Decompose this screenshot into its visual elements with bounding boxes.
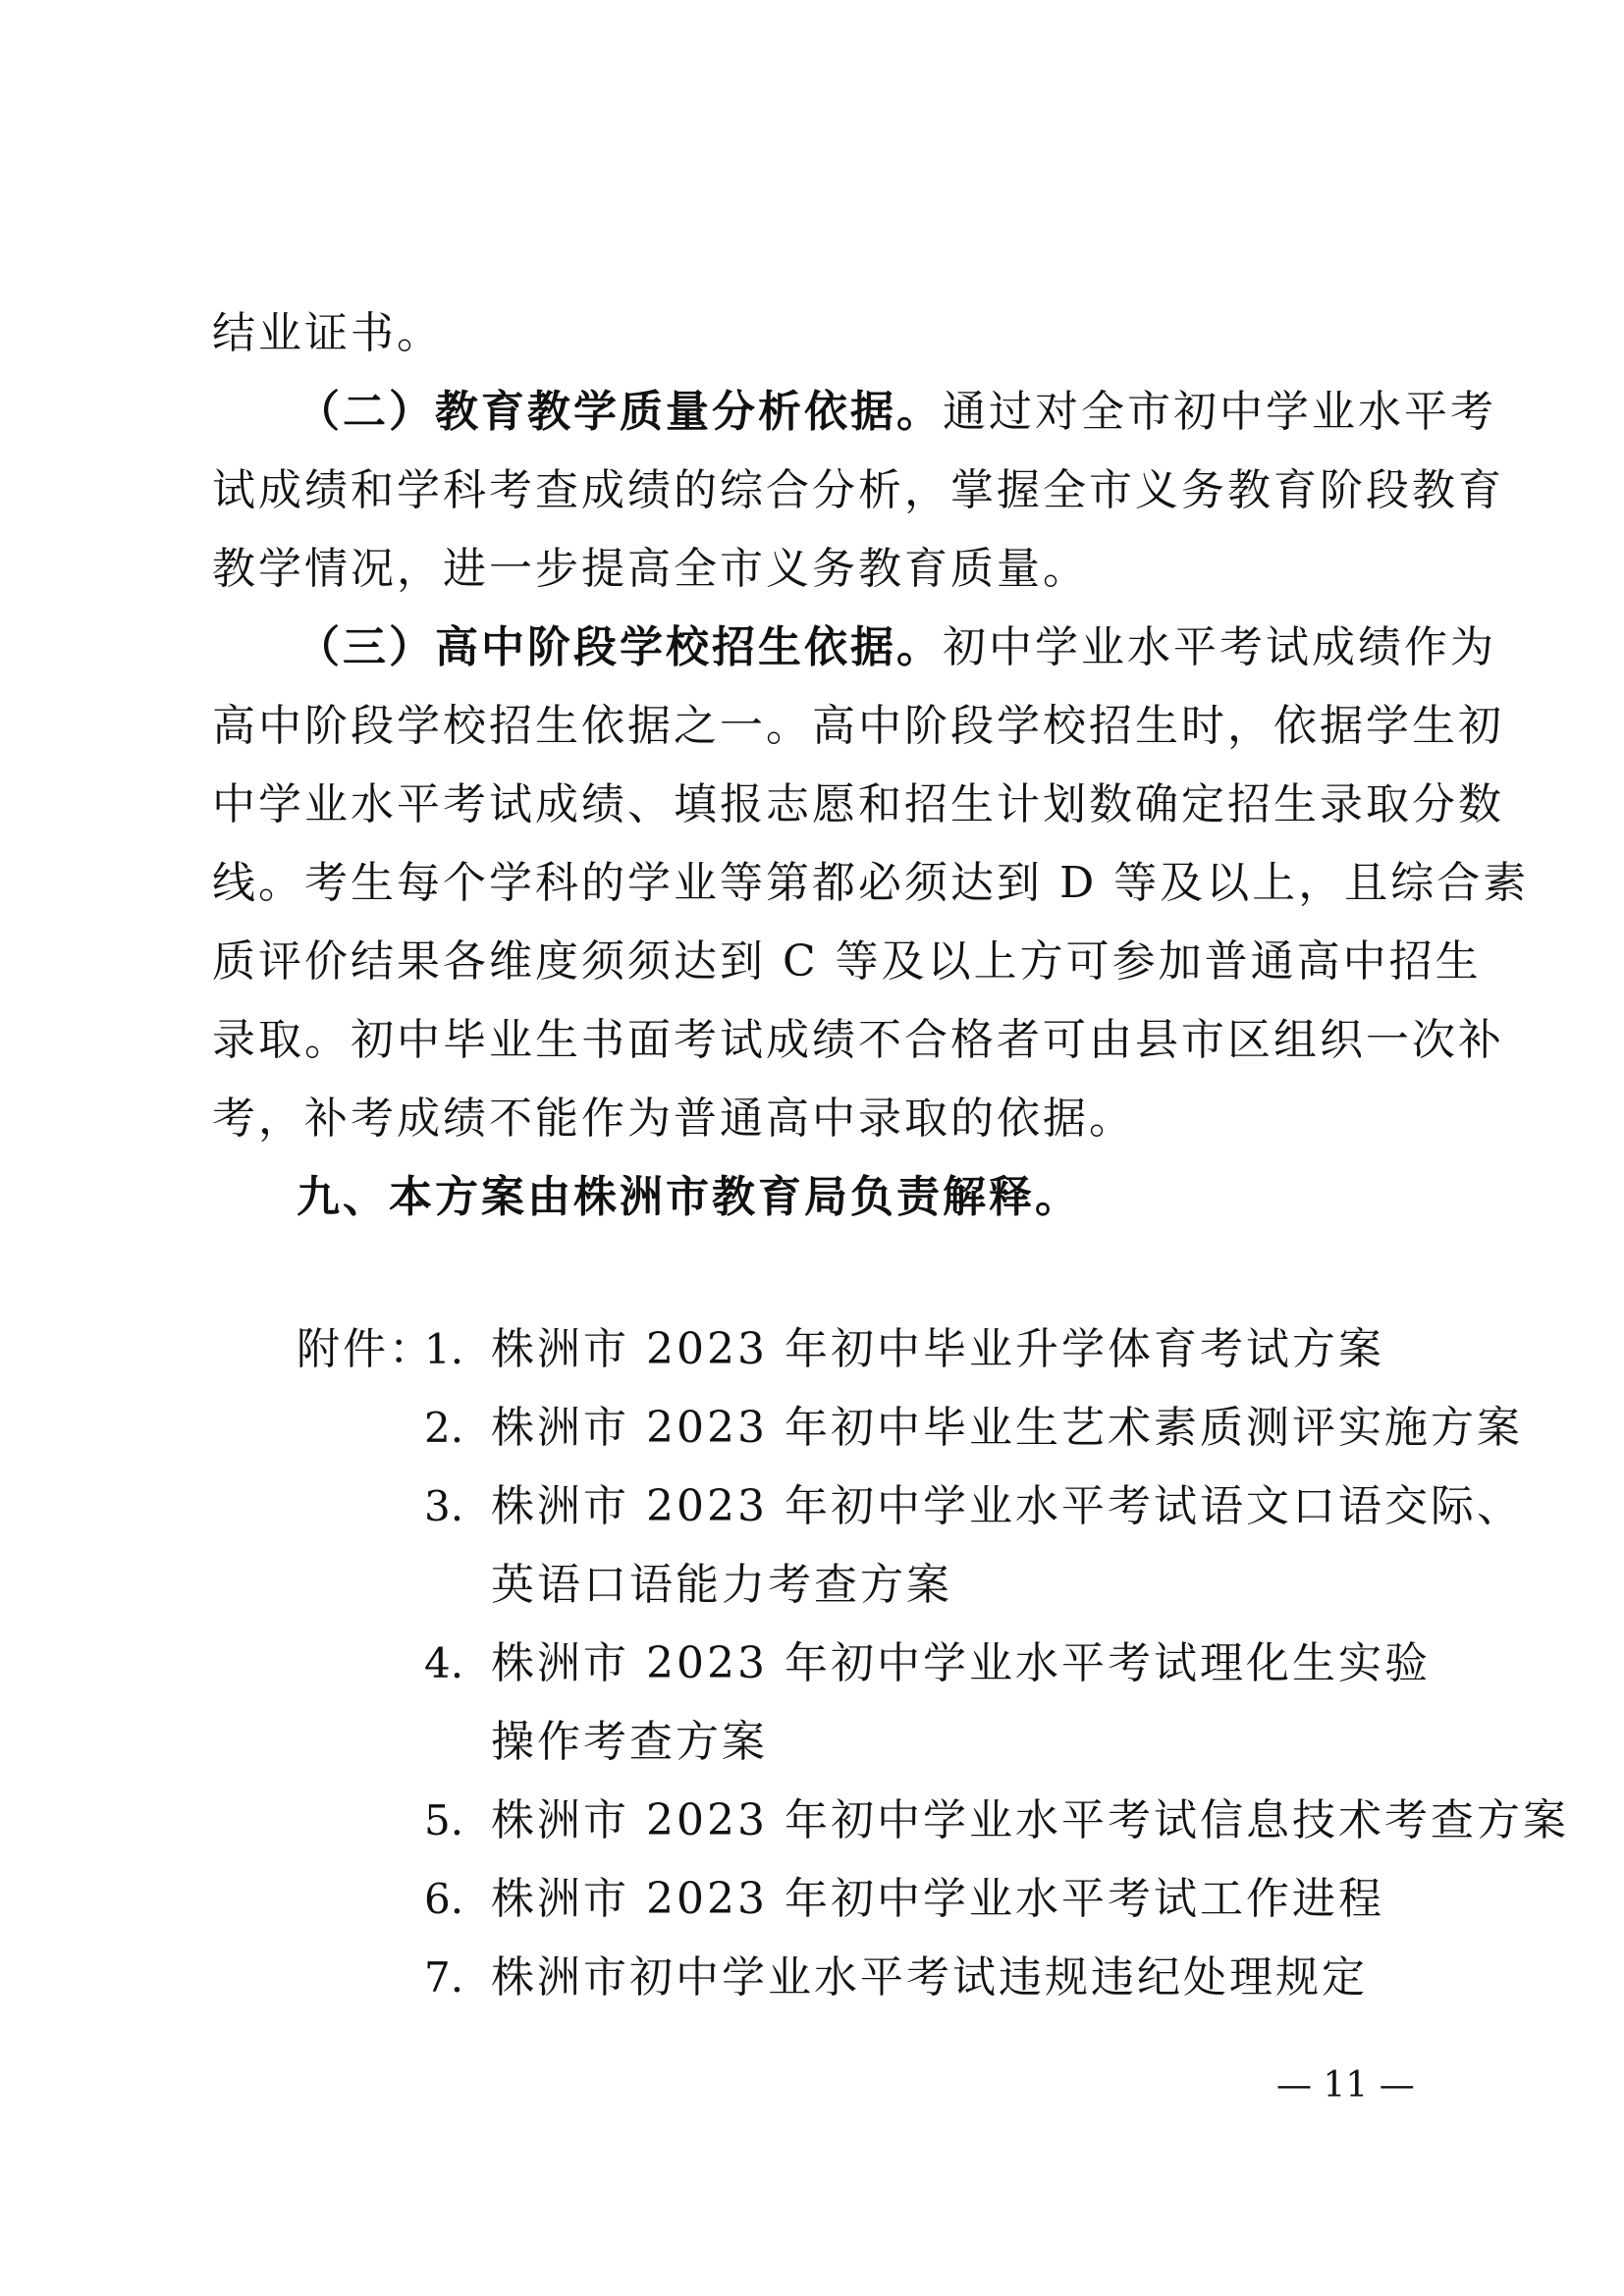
paragraph-text: 通过对全市初中学业水平考 bbox=[943, 387, 1496, 437]
attachment-title: 株洲市 2023 年初中毕业升学体育考试方案 bbox=[491, 1324, 1384, 1374]
attachment-title: 株洲市 2023 年初中学业水平考试信息技术考查方案 bbox=[491, 1795, 1569, 1845]
paragraph-line bbox=[297, 383, 1496, 442]
attachment-title: 株洲市 2023 年初中毕业生艺术素质测评实施方案 bbox=[491, 1403, 1523, 1453]
paragraph-line: 中学业水平考试成绩、填报志愿和招生计划数确定招生录取分数 bbox=[212, 779, 1504, 829]
attachments-label: 附件： bbox=[297, 1324, 435, 1374]
attachment-number: 6. bbox=[424, 1875, 464, 1923]
paragraph-line: 质评价结果各维度须须达到 C 等及以上方可参加普通高中招生 bbox=[212, 936, 1482, 987]
attachment-title: 株洲市 2023 年初中学业水平考试语文口语交际、 bbox=[491, 1481, 1523, 1531]
attachment-number: 3. bbox=[424, 1482, 464, 1530]
attachment-title: 株洲市 2023 年初中学业水平考试工作进程 bbox=[491, 1874, 1384, 1924]
paragraph-line: 试成绩和学科考查成绩的综合分析，掌握全市义务教育阶段教育 bbox=[212, 465, 1504, 515]
attachment-number: 2. bbox=[424, 1404, 464, 1452]
section-heading-2: （二）教育教学质量分析依据。 bbox=[297, 387, 943, 437]
attachment-number: 7. bbox=[424, 1953, 464, 2002]
paragraph-line: 结业证书。 bbox=[212, 308, 443, 358]
attachment-title-continued: 英语口语能力考查方案 bbox=[491, 1560, 952, 1610]
paragraph-line: 录取。初中毕业生书面考试成绩不合格者可由县市区组织一次补 bbox=[212, 1015, 1504, 1065]
paragraph-line bbox=[297, 618, 1496, 677]
section-9-heading: 九、本方案由株洲市教育局负责解释。 bbox=[297, 1172, 1081, 1222]
attachment-number: 4. bbox=[424, 1639, 464, 1687]
attachment-number: 1. bbox=[424, 1325, 464, 1373]
paragraph-line: 线。考生每个学科的学业等第都必须达到 D 等及以上，且综合素 bbox=[212, 858, 1530, 908]
attachment-title: 株洲市 2023 年初中学业水平考试理化生实验 bbox=[491, 1638, 1431, 1688]
paragraph-line: 高中阶段学校招生依据之一。高中阶段学校招生时，依据学生初 bbox=[212, 701, 1504, 751]
attachment-number: 5. bbox=[424, 1796, 464, 1844]
section-heading-3: （三）高中阶段学校招生依据。 bbox=[297, 622, 943, 672]
paragraph-line: 教学情况，进一步提高全市义务教育质量。 bbox=[212, 544, 1089, 594]
attachment-title-continued: 操作考查方案 bbox=[491, 1717, 768, 1767]
attachment-title: 株洲市初中学业水平考试违规违纪处理规定 bbox=[491, 1952, 1368, 2002]
paragraph-line: 考，补考成绩不能作为普通高中录取的依据。 bbox=[212, 1094, 1135, 1144]
paragraph-text: 初中学业水平考试成绩作为 bbox=[943, 622, 1496, 672]
page-number: — 11 — bbox=[1276, 2065, 1415, 2106]
